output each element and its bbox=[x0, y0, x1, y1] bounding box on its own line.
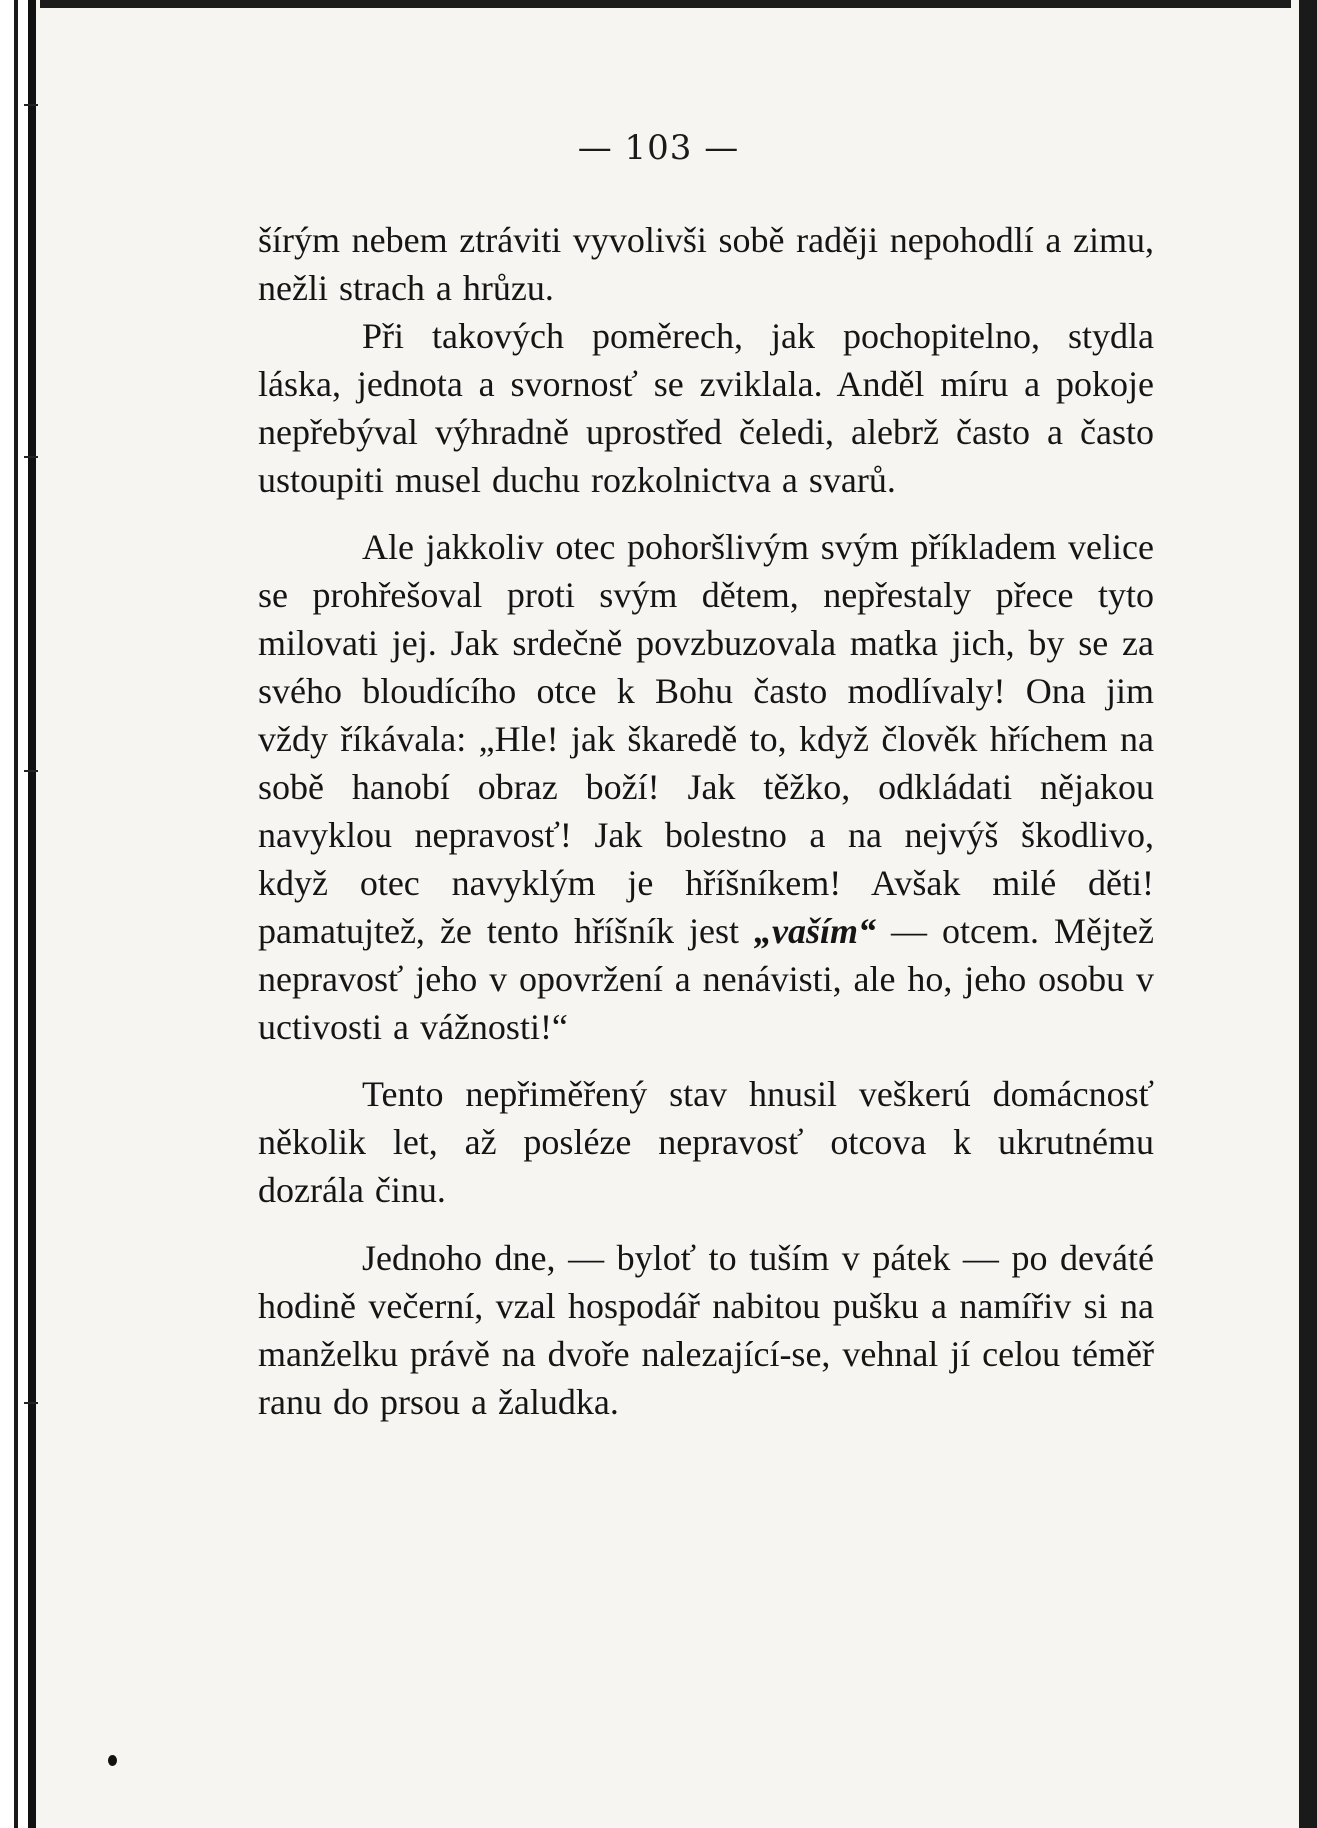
margin-mark bbox=[24, 1402, 38, 1404]
margin-mark bbox=[24, 770, 38, 772]
ink-spot bbox=[108, 1755, 117, 1766]
paragraph: Tento nepřiměřený stav hnusil veškerú domácnosť několik let, až posléze nepravosť otcova k ukrutnému dozrála činu. bbox=[258, 1074, 1154, 1211]
margin-mark bbox=[24, 456, 38, 458]
paragraph-text: — otcem. Mějtež nepravosť jeho v opovržení a nenávisti, ale ho, jeho osobu v uctivosti a vážnosti!“ bbox=[258, 910, 1154, 1047]
scan-left-border bbox=[0, 0, 40, 1828]
paragraph: Jednoho dne, — byloť to tuším v pátek — po deváté hodině večerní, vzal hospodář nabitou pušku a namířiv si na manželku právě na dvoře nalezající-se, vehnal jí celou téměř ranu do prsou a žaludka. bbox=[258, 1238, 1154, 1422]
scan-top-border bbox=[0, 0, 1317, 8]
paragraph: šírým nebem ztráviti vyvolivši sobě raději nepohodlí a zimu, nežli strach a hrůzu. bbox=[258, 220, 1154, 308]
paragraph bbox=[258, 524, 1154, 1051]
scan-right-border bbox=[1291, 0, 1317, 1828]
page-number: — 103 — bbox=[577, 128, 740, 168]
margin-mark bbox=[24, 104, 38, 106]
emphasized-word: „vaším“ bbox=[754, 910, 876, 951]
page-body bbox=[258, 217, 1154, 1427]
paragraph-text: Ale jakkoliv otec pohoršlivým svým příkladem velice se prohřešoval proti svým dětem, nepřestaly přece tyto milovati jej. Jak srdečně povzbuzovala matka jich, by se za svého bloudícího otce k Bohu často modlívaly! Ona jim vždy říkávala: „Hle! jak škaredě to, když člověk hříchem na sobě hanobí obraz boží! Jak těžko, odkládati nějakou navyklou nepravosť! Jak bolestno a na nejvýš škodlivo, když otec navyklým je hříšníkem! Avšak milé děti! pamatujtež, že tento hříšník jest bbox=[258, 527, 1154, 951]
paragraph: Při takových poměrech, jak pochopitelno, stydla láska, jednota a svornosť se zviklala. Anděl míru a pokoje nepřebýval výhradně uprostřed čeledi, alebrž často a často ustoupiti musel duchu rozkolnictva a svarů. bbox=[258, 315, 1154, 500]
